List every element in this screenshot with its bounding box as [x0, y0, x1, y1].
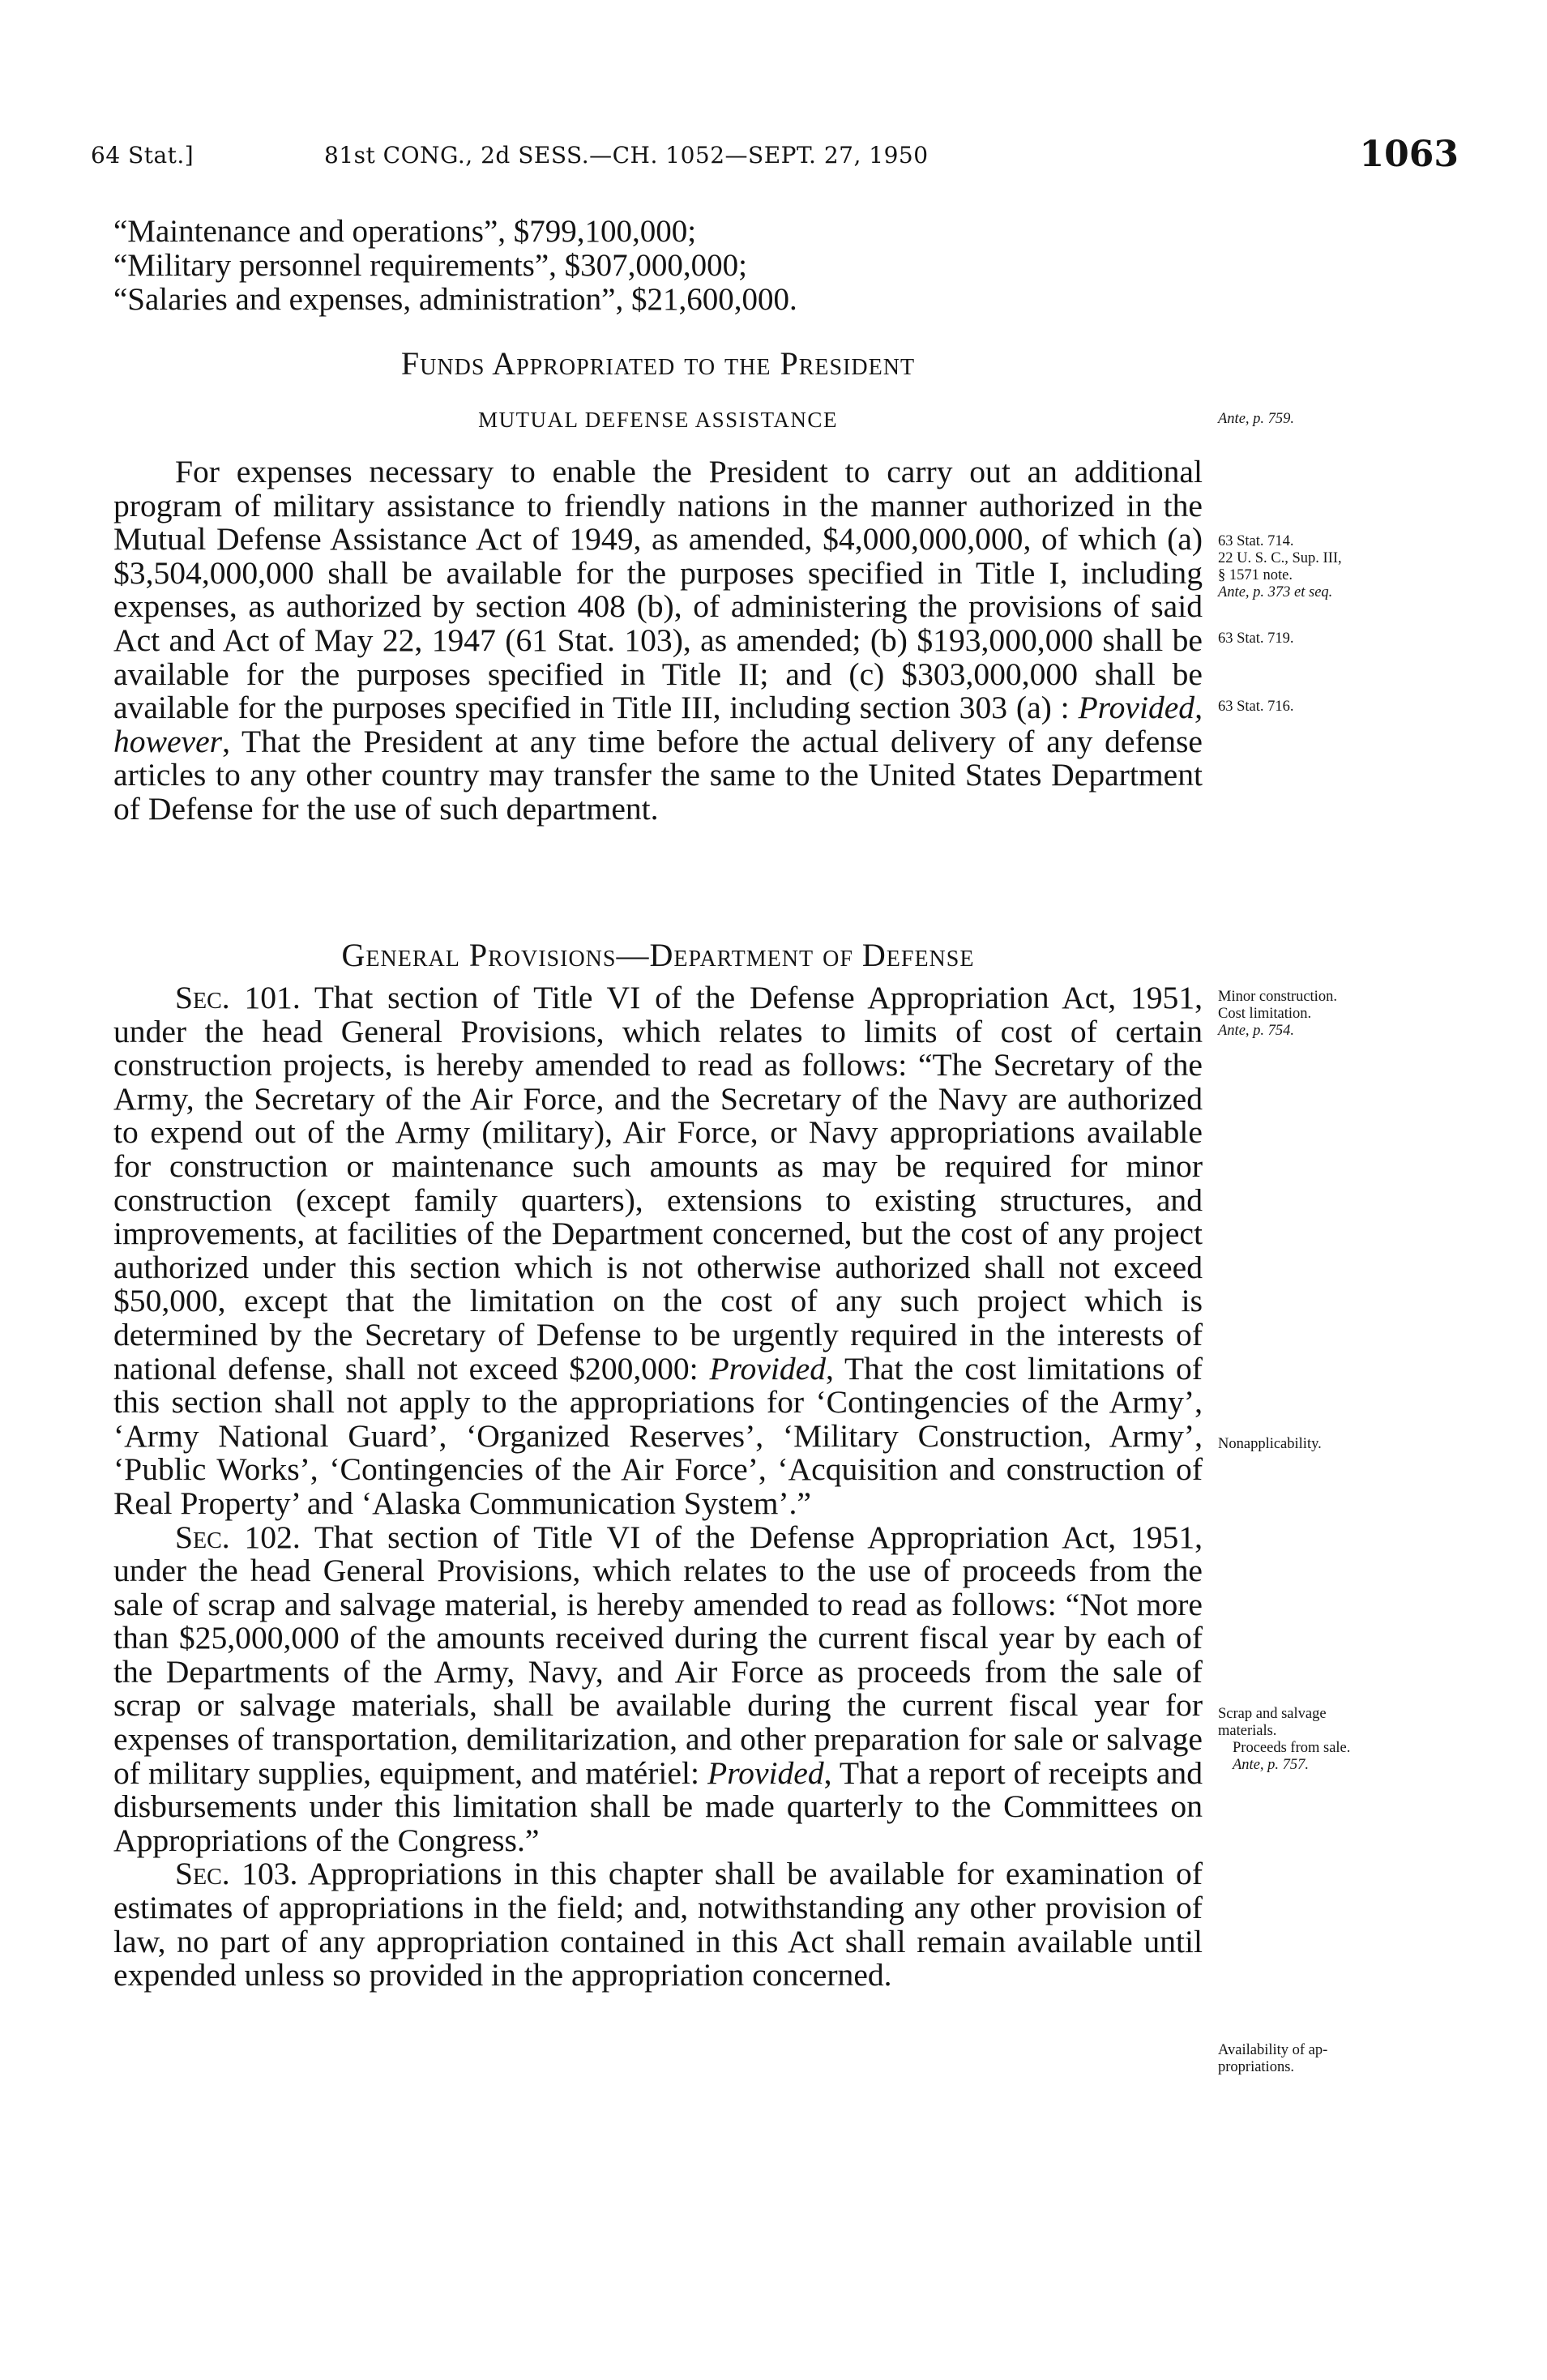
margin-note-line: 22 U. S. C., Sup. III,	[1218, 550, 1342, 566]
margin-note-citations	[1218, 533, 1461, 601]
margin-note-line: propriations.	[1218, 2059, 1295, 2075]
mutual-defense-paragraph	[113, 455, 1203, 827]
margin-note-stat-719: 63 Stat. 719.	[1218, 630, 1294, 647]
paragraph-text: That section of Title VI of the Defense Appropriation Act, 1951, under the head General Provisions, which relates to limits of cost of certain construction projects, is hereby amended to read as follows: “The Secretary of the Army, the Secretary of the Air Force, and the Secretary of the Navy are authorized to expend out of the Army (military), Air Force, or Navy appropriations available for construction or maintenance such amounts as may be required for minor construction (except family quarters), extensions to existing structures, and improvements, at facilities of the Department concerned, but the cost of any project authorized under this section which is not otherwise authorized shall not exceed $50,000, except that the limitation on the cost of any such project which is determined by the Secretary of Defense to be urgently required in the interests of national defense, shall not exceed $200,000:	[113, 980, 1203, 1387]
margin-note-line: § 1571 note.	[1218, 567, 1293, 583]
margin-note-line: Ante, p. 754.	[1218, 1023, 1295, 1039]
appropriation-lines	[113, 215, 1203, 317]
margin-note-line: Availability of ap-	[1218, 2042, 1328, 2058]
margin-note-line: Proceeds from sale.	[1233, 1740, 1351, 1756]
appropriation-line: “Salaries and expenses, administration”, $21,600,000.	[113, 282, 797, 317]
margin-note-line: Cost limitation.	[1218, 1006, 1312, 1022]
section-label: Sec. 102.	[175, 1519, 301, 1555]
running-header	[91, 134, 1459, 182]
margin-note-availability	[1218, 2042, 1461, 2076]
general-provisions-body	[113, 981, 1203, 1993]
margin-note-scrap-salvage	[1218, 1706, 1461, 1774]
margin-note-line: Minor construction.	[1218, 989, 1337, 1005]
margin-note-ante-759: Ante, p. 759.	[1218, 411, 1295, 427]
margin-note-line: Scrap and salvage	[1218, 1706, 1327, 1722]
paragraph-text: Appropriations in this chapter shall be available for examination of estimates of appropriations in the field; and, notwithstanding any other provision of law, no part of any appropriation contained in this Act shall remain available until expended unless so provided in the appropriation concerned.	[113, 1856, 1203, 1993]
paragraph-text: , That the cost limitations of this section shall not apply to the appropriations for ‘Contingencies of the Army’, ‘Army National Guard’, ‘Organized Reserves’, ‘Military Construction, Army’, ‘Public Works’, ‘Contingencies of the Air Force’, ‘Acquisition and construction of Real Property’ and ‘Alaska Communication System’.”	[113, 1350, 1203, 1521]
funds-heading: Funds Appropriated to the President	[400, 345, 916, 382]
statute-volume: 64 Stat.]	[91, 142, 194, 169]
paragraph-text: , That the President at any time before the actual delivery of any defense articles to any other country may transfer the same to the United States Department of Defense for the use of such department.	[113, 723, 1203, 827]
mutual-defense-subheading: MUTUAL DEFENSE ASSISTANCE	[478, 408, 838, 432]
proviso: Provided, however	[113, 690, 1203, 759]
proviso: Provided	[709, 1350, 827, 1387]
paragraph-text: For expenses necessary to enable the President to carry out an additional program of military assistance to friendly nations in the manner authorized in the Mutual Defense Assistance Act of 1949, as amended, $4,000,000,000, of which (a) $3,504,000,000 shall be available for the purposes specified in Title I, including expenses, as authorized by section 408 (b), of administering the provisions of said Act and Act of May 22, 1947 (61 Stat. 103), as amended; (b) $193,000,000 shall be available for the purposes specified in Title II; and (c) $303,000,000 shall be available for the purposes specified in Title III, including section 303 (a) :	[113, 454, 1203, 726]
paragraph-text: That section of Title VI of the Defense Appropriation Act, 1951, under the head General Provisions, which relates to the use of proceeds from the sale of scrap and salvage material, is hereby amended to read as follows: “Not more than $25,000,000 of the amounts received during the current fiscal year by each of the Departments of the Army, Navy, and Air Force as proceeds from the sale of scrap or salvage materials, shall be available during the current fiscal year for expenses of transportation, demilitarization, and other preparation for sale or salvage of military supplies, equipment, and matériel:	[113, 1519, 1203, 1791]
proviso: Provided	[707, 1754, 824, 1791]
paragraph-text: , That a report of receipts and disbursements under this limitation shall be made quarterly to the Committees on Appropriations of the Congress.”	[113, 1754, 1203, 1858]
margin-note-stat-716: 63 Stat. 716.	[1218, 699, 1294, 715]
appropriation-line: “Military personnel requirements”, $307,000,000;	[113, 248, 747, 283]
margin-note-line: Ante, p. 757.	[1233, 1757, 1310, 1773]
margin-note-minor-construction	[1218, 989, 1461, 1040]
congress-session-chapter: 81st CONG., 2d SESS.—CH. 1052—SEPT. 27, 1950	[324, 142, 929, 169]
section-label: Sec. 103.	[175, 1856, 298, 1892]
margin-note-line: materials.	[1218, 1723, 1277, 1739]
sec-102-paragraph	[113, 1521, 1203, 1858]
general-provisions-heading: General Provisions—Department of Defense	[341, 937, 975, 973]
page-number: 1063	[1359, 134, 1459, 175]
sec-103-paragraph	[113, 1857, 1203, 1992]
section-label: Sec. 101.	[175, 980, 301, 1015]
appropriation-line: “Maintenance and operations”, $799,100,000;	[113, 214, 697, 249]
margin-note-line: Ante, p. 373 et seq.	[1218, 584, 1333, 600]
mutual-defense-section	[113, 455, 1203, 827]
margin-note-line: 63 Stat. 714.	[1218, 533, 1294, 549]
sec-101-paragraph	[113, 981, 1203, 1521]
margin-note-nonapplicability: Nonapplicability.	[1218, 1436, 1322, 1452]
